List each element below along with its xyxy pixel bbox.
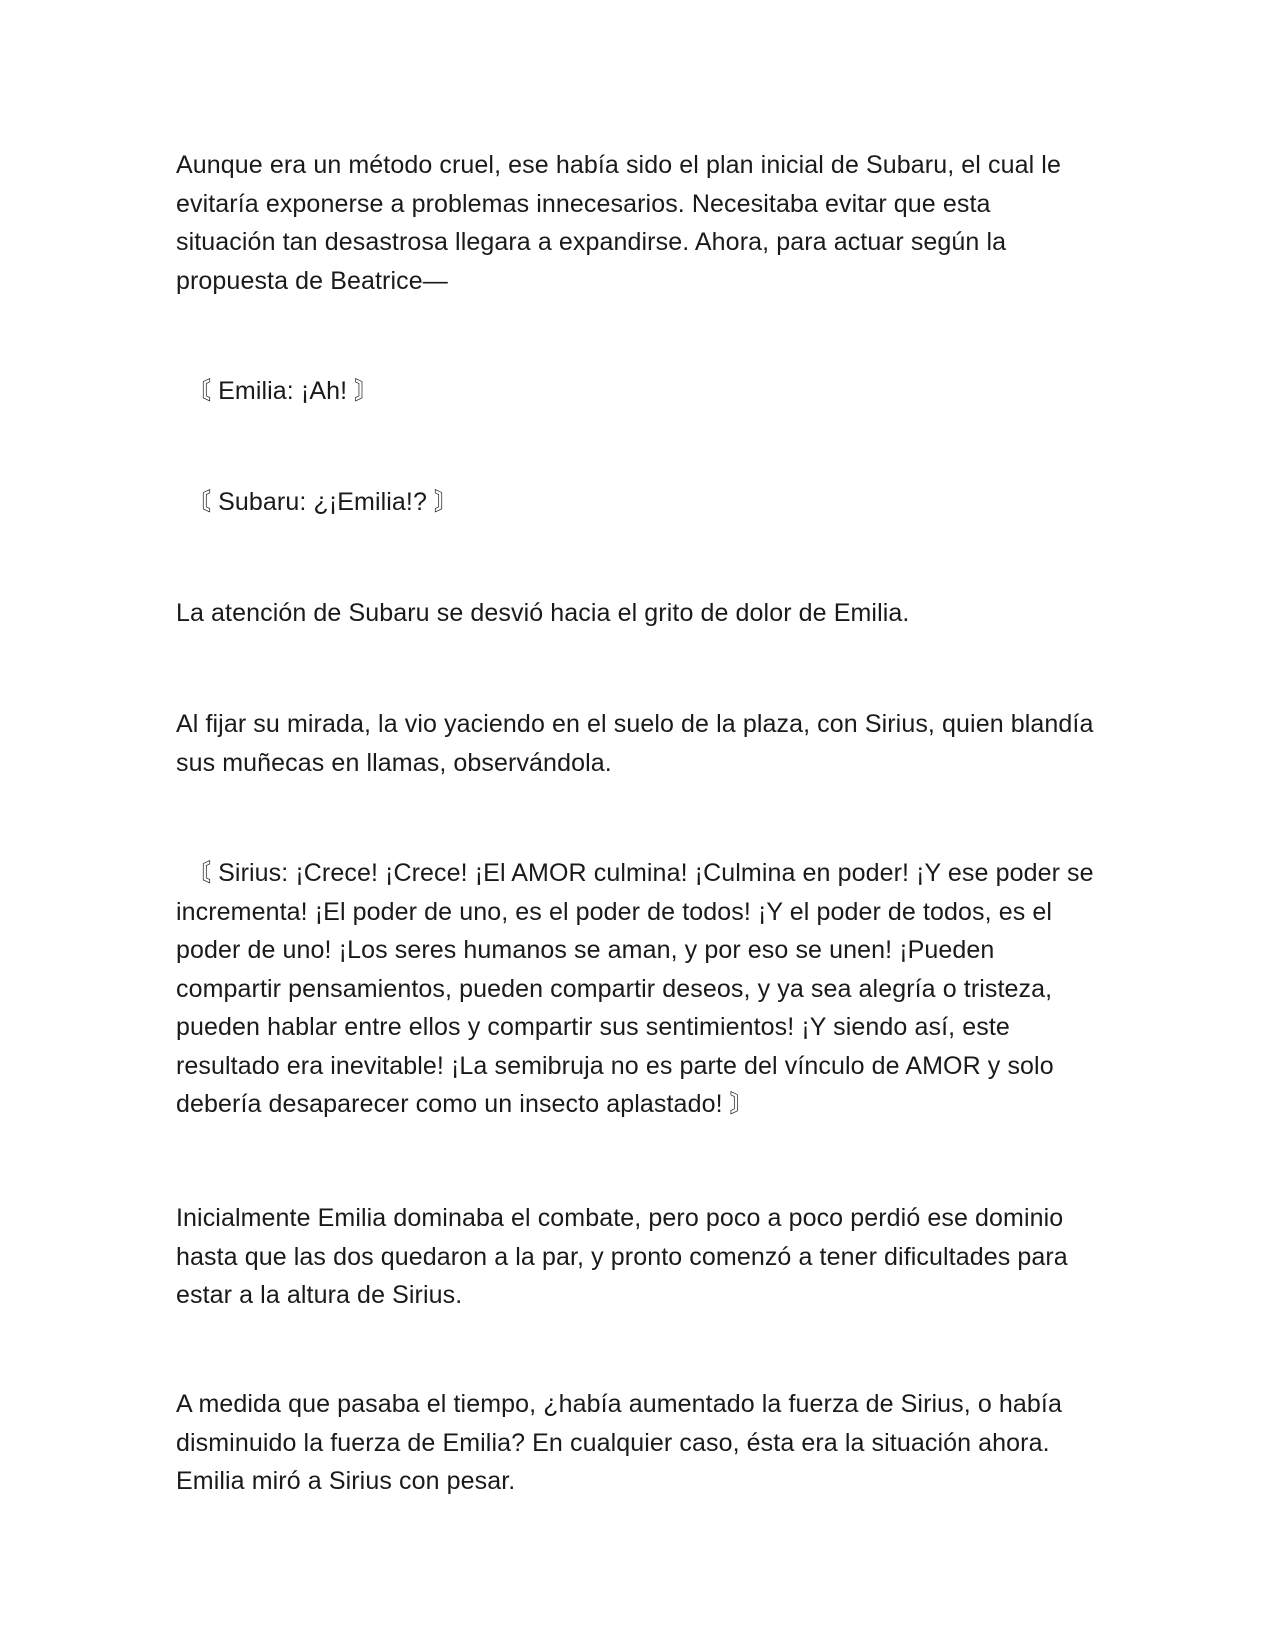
dialogue-line-subaru: 〘 Subaru: ¿¡Emilia!? 〙 (186, 488, 460, 516)
narrative-paragraph-3: Al fijar su mirada, la vio yaciendo en el suelo de la plaza, con Sirius, quien blandía sus muñecas en llamas, observándola. (176, 710, 1094, 777)
narrative-paragraph-4: Inicialmente Emilia dominaba el combate, pero poco a poco perdió ese dominio hasta que las dos quedaron a la par, y pronto comenzó a tener dificultades para estar a la altura de Sirius. (176, 1204, 1068, 1309)
narrative-paragraph-2: La atención de Subaru se desvió hacia el grito de dolor de Emilia. (176, 599, 910, 627)
dialogue-line-emilia: 〘 Emilia: ¡Ah! 〙 (186, 377, 380, 405)
dialogue-line-sirius: 〘 Sirius: ¡Crece! ¡Crece! ¡El AMOR culmina! ¡Culmina en poder! ¡Y ese poder se incrementa! ¡El poder de uno, es el poder de todos! ¡Y el poder de todos, es el poder de uno! ¡Los seres humanos se aman, y por eso se unen! ¡Pueden compartir pensamientos, pueden compartir deseos, y ya sea alegría o tristeza, pueden hablar entre ellos y compartir sus sentimientos! ¡Y siendo así, este resultado era inevitable! ¡La semibruja no es parte del vínculo de AMOR y solo debería desaparecer como un insecto aplastado! 〙 (176, 859, 1094, 1118)
narrative-paragraph-1: Aunque era un método cruel, ese había sido el plan inicial de Subaru, el cual le evitaría exponerse a problemas innecesarios. Necesitaba evitar que esta situación tan desastrosa llegara a expandirse. Ahora, para actuar según la propuesta de Beatrice— (176, 151, 1061, 295)
narrative-paragraph-5: A medida que pasaba el tiempo, ¿había aumentado la fuerza de Sirius, o había disminuido la fuerza de Emilia? En cualquier caso, ésta era la situación ahora. Emilia miró a Sirius con pesar. (176, 1390, 1062, 1495)
